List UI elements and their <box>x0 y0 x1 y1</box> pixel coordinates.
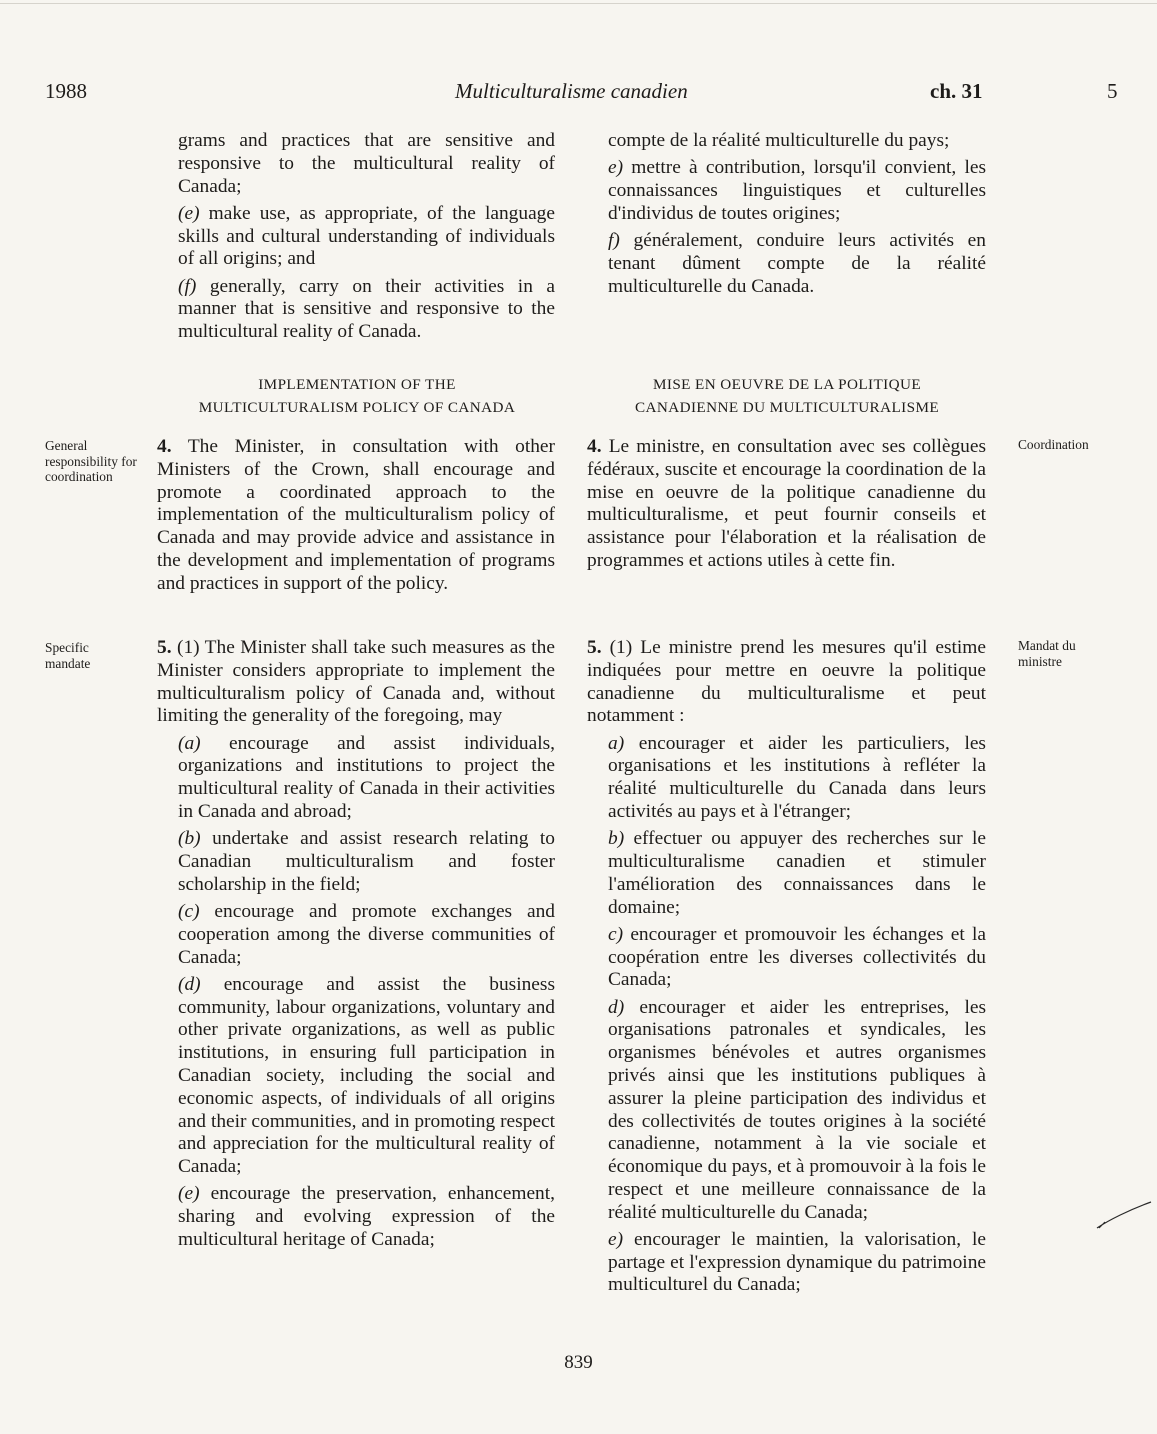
en-s5-item-d-text: encourage and assist the business community, labour organizations, voluntary and other private organizations, as well as public institutions, in ensuring full participation in Canadian society, including the social and economic aspects, of individuals of all origins and their communities, and in promoting respect and appreciation for the multicultural reality of Canada; <box>178 973 555 1178</box>
fr-section-heading <box>587 373 987 419</box>
en-s5-item-b <box>157 828 555 896</box>
en-s5-item-e <box>157 1183 555 1251</box>
en-s5-item-a-text: encourage and assist individuals, organizations and institutions to project the multicultural reality of Canada in their activities in Canada and abroad; <box>178 732 555 822</box>
fr-s4-text: Le ministre, en consultation avec ses collègues fédéraux, suscite et encourage la coordination de la mise en oeuvre de la politique canadienne du multiculturalisme, et peut fournir conseils et assistance pour l'élaboration et la réalisation de programmes et actions utiles à cette fin. <box>587 436 986 571</box>
fr-s5-item-b <box>587 828 986 919</box>
fr-s5-letter-b: b) <box>608 828 625 850</box>
en-s5-item-a <box>157 733 555 824</box>
fr-s5-letter-c: c) <box>608 923 624 945</box>
margin-note-specific-mandate: Specific mandate <box>45 640 91 671</box>
fr-cont-item-e <box>587 157 986 225</box>
margin-note-coordination: Coordination <box>1018 437 1089 452</box>
fr-s5-text: (1) Le ministre prend les mesures qu'il estime indiquées pour mettre en oeuvre la politique canadienne du multiculturalisme et peut notamment : <box>587 637 986 727</box>
en-cont-item-e-text: make use, as appropriate, of the language skills and cultural understanding of individuals of all origins; and <box>178 202 555 270</box>
fr-s5-item-b-text: effectuer ou appuyer des recherches sur le multiculturalisme canadien et stimuler l'amélioration des connaissances dans le domaine; <box>608 828 986 918</box>
en-s5-item-c <box>157 901 555 969</box>
fr-heading-line-1: MISE EN OEUVRE DE LA POLITIQUE <box>652 376 922 393</box>
fr-section-4 <box>587 436 986 573</box>
en-cont-letter-f: (f) <box>178 275 197 297</box>
en-s5-intro <box>157 637 555 728</box>
fr-s5-item-c <box>587 924 986 992</box>
fr-s5-item-d <box>587 997 986 1225</box>
en-section-4 <box>157 436 555 596</box>
en-cont-item-f <box>157 276 555 344</box>
english-continuation <box>157 130 555 344</box>
header-year: 1988 <box>45 79 87 103</box>
en-cont-text: grams and practices that are sensitive and responsive to the multicultural reality of Canada; <box>178 130 555 197</box>
fr-s4-number: 4. <box>587 436 602 457</box>
footer-page-number: 839 <box>564 1352 593 1373</box>
fr-s4-paragraph <box>587 436 986 573</box>
fr-cont-item-e-text: mettre à contribution, lorsqu'il convient, les connaissances linguistiques et culturelles d'individus de toutes origines; <box>608 157 986 224</box>
en-cont-item-e <box>157 203 555 271</box>
margin-note-general-responsibility: General responsibility for coordination <box>45 438 137 485</box>
fr-cont-item-f-text: généralement, conduire leurs activités en tenant dûment compte de la réalité multiculturelle du Canada. <box>608 229 986 297</box>
margin-note-mandat-du-ministre: Mandat du ministre <box>1018 638 1076 669</box>
fr-s5-letter-e: e) <box>608 1228 624 1250</box>
en-s5-item-b-text: undertake and assist research relating to Canadian multiculturalism and foster scholarship in the field; <box>178 828 555 895</box>
en-s5-text: (1) The Minister shall take such measures as the Minister considers appropriate to implement the multiculturalism policy of Canada and, without limiting the generality of the foregoing, may <box>157 637 555 727</box>
en-s5-item-e-text: encourage the preservation, enhancement, sharing and evolving expression of the multicultural heritage of Canada; <box>178 1183 555 1250</box>
fr-cont-letter-e: e) <box>608 157 624 179</box>
en-s4-number: 4. <box>157 436 172 457</box>
fr-s5-letter-d: d) <box>608 996 625 1018</box>
en-s5-letter-c: (c) <box>178 900 200 922</box>
french-continuation <box>587 130 986 298</box>
fr-section-5 <box>587 637 986 1297</box>
fr-cont-letter-f: f) <box>608 229 620 251</box>
fr-s5-item-e <box>587 1229 986 1297</box>
en-heading-line-1: IMPLEMENTATION OF THE <box>258 376 456 393</box>
en-cont-letter-e: (e) <box>178 202 200 224</box>
pen-mark <box>1095 1198 1155 1232</box>
en-s5-item-d <box>157 974 555 1179</box>
header-chapter: ch. 31 <box>930 79 983 103</box>
fr-s5-letter-a: a) <box>608 732 625 754</box>
header-title: Multiculturalisme canadien <box>455 79 688 103</box>
fr-s5-item-c-text: encourager et promouvoir les échanges et la coopération entre les diverses collectivités du Canada; <box>608 923 987 991</box>
fr-cont-item-f <box>587 230 986 298</box>
en-s5-item-c-text: encourage and promote exchanges and cooperation among the diverse communities of Canada; <box>178 900 555 968</box>
en-s5-number: 5. <box>157 637 172 658</box>
en-s5-letter-d: (d) <box>178 973 201 995</box>
top-rule <box>0 3 1157 4</box>
fr-s5-intro <box>587 637 986 728</box>
en-s4-paragraph <box>157 436 555 596</box>
en-s5-letter-b: (b) <box>178 828 201 850</box>
fr-s5-item-a <box>587 733 986 824</box>
en-s5-letter-a: (a) <box>178 732 201 754</box>
fr-s5-item-a-text: encourager et aider les particuliers, les organisations et les institutions à refléter la réalité multiculturelle du Canada dans leurs activités au pays et à l'étranger; <box>608 732 986 822</box>
en-section-heading <box>157 373 557 419</box>
en-cont-item-f-text: generally, carry on their activities in a manner that is sensitive and responsive to the multicultural reality of Canada. <box>178 275 555 343</box>
en-s5-letter-e: (e) <box>178 1183 200 1205</box>
fr-heading-line-2: CANADIENNE DU MULTICULTURALISME <box>634 399 940 416</box>
en-s4-text: The Minister, in consultation with other Ministers of the Crown, shall encourage and promote a coordinated approach to the implementation of the multiculturalism policy of Canada and may provide advice and assistance in the development and implementation of programs and practices in support of the policy. <box>157 436 555 594</box>
header-page: 5 <box>1107 79 1118 103</box>
fr-cont-text: compte de la réalité multiculturelle du pays; <box>608 130 950 151</box>
fr-s5-item-e-text: encourager le maintien, la valorisation, le partage et l'expression dynamique du patrimoine multiculturel du Canada; <box>608 1228 986 1296</box>
en-heading-line-2: MULTICULTURALISM POLICY OF CANADA <box>198 399 516 416</box>
en-section-5 <box>157 637 555 1252</box>
fr-s5-item-d-text: encourager et aider les entreprises, les organisations patronales et syndicales, les organismes bénévoles et autres organismes privés ainsi que les institutions publiques à assurer la pleine participation des individus et des collectivités de toutes origines à la société canadienne, notamment à la vie sociale et économique du pays, et à promouvoir à la fois le respect et une meilleure connaissance de la réalité multiculturelle du Canada; <box>608 996 987 1223</box>
fr-s5-number: 5. <box>587 637 602 658</box>
